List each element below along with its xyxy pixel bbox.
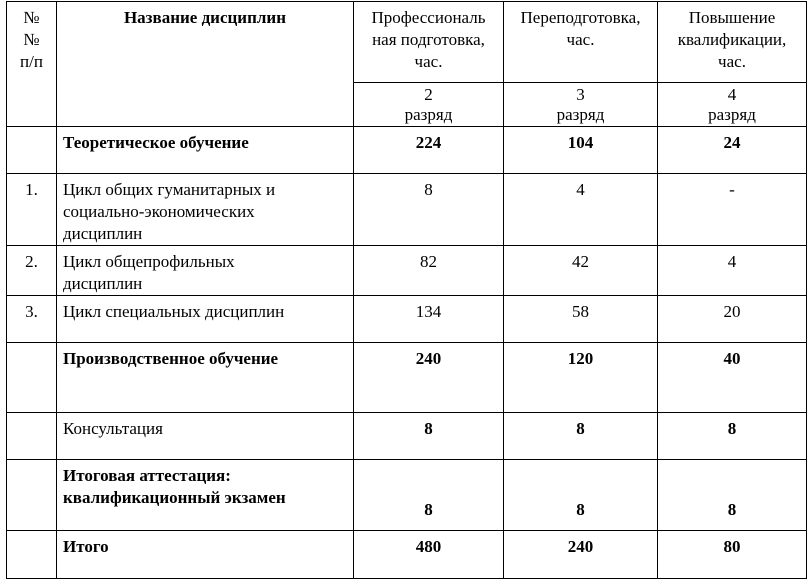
row-number xyxy=(7,343,57,413)
advanced-training-header: Повышение квалификации, час. xyxy=(658,2,807,83)
value-cell: 224 xyxy=(354,127,504,174)
grade-cell: 2 разряд xyxy=(354,83,504,127)
value-cell: 24 xyxy=(658,127,807,174)
header-row xyxy=(7,2,807,83)
value-cell: 8 xyxy=(658,413,807,460)
value-cell: 240 xyxy=(504,531,658,579)
grade-cell: 4 разряд xyxy=(658,83,807,127)
table-row xyxy=(7,174,807,246)
value-cell: 58 xyxy=(504,296,658,343)
value-cell: 8 xyxy=(658,460,807,531)
discipline-name: Итого xyxy=(57,531,354,579)
discipline-name: Цикл специальных дисциплин xyxy=(57,296,354,343)
row-number xyxy=(7,413,57,460)
value-cell: 8 xyxy=(354,413,504,460)
value-cell: 82 xyxy=(354,246,504,296)
value-cell: 104 xyxy=(504,127,658,174)
table-row xyxy=(7,296,807,343)
row-number xyxy=(7,460,57,531)
value-cell: 8 xyxy=(354,460,504,531)
value-cell: - xyxy=(658,174,807,246)
value-cell: 480 xyxy=(354,531,504,579)
value-cell: 4 xyxy=(658,246,807,296)
discipline-name: Консультация xyxy=(57,413,354,460)
row-number: 2. xyxy=(7,246,57,296)
table-row xyxy=(7,246,807,296)
row-number: 3. xyxy=(7,296,57,343)
table-row xyxy=(7,531,807,579)
table-row xyxy=(7,343,807,413)
professional-training-header: Профессиональ ная подготовка, час. xyxy=(354,2,504,83)
value-cell: 42 xyxy=(504,246,658,296)
value-cell: 40 xyxy=(658,343,807,413)
row-number xyxy=(7,127,57,174)
discipline-name: Теоретическое обучение xyxy=(57,127,354,174)
value-cell: 20 xyxy=(658,296,807,343)
number-column-header: № № п/п xyxy=(7,2,57,127)
discipline-name: Цикл общих гуманитарных и социально-экономических дисциплин xyxy=(57,174,354,246)
row-number xyxy=(7,531,57,579)
value-cell: 8 xyxy=(504,460,658,531)
row-number: 1. xyxy=(7,174,57,246)
table-row xyxy=(7,413,807,460)
value-cell: 4 xyxy=(504,174,658,246)
discipline-name-header: Название дисциплин xyxy=(57,2,354,127)
value-cell: 240 xyxy=(354,343,504,413)
value-cell: 120 xyxy=(504,343,658,413)
curriculum-table xyxy=(6,1,807,579)
table-row xyxy=(7,460,807,531)
discipline-name: Цикл общепрофильных дисциплин xyxy=(57,246,354,296)
retraining-header: Переподготовка, час. xyxy=(504,2,658,83)
grade-cell: 3 разряд xyxy=(504,83,658,127)
discipline-name: Производственное обучение xyxy=(57,343,354,413)
value-cell: 80 xyxy=(658,531,807,579)
table-row xyxy=(7,127,807,174)
value-cell: 8 xyxy=(504,413,658,460)
value-cell: 8 xyxy=(354,174,504,246)
discipline-name: Итоговая аттестация: квалификационный экзамен xyxy=(57,460,354,531)
value-cell: 134 xyxy=(354,296,504,343)
